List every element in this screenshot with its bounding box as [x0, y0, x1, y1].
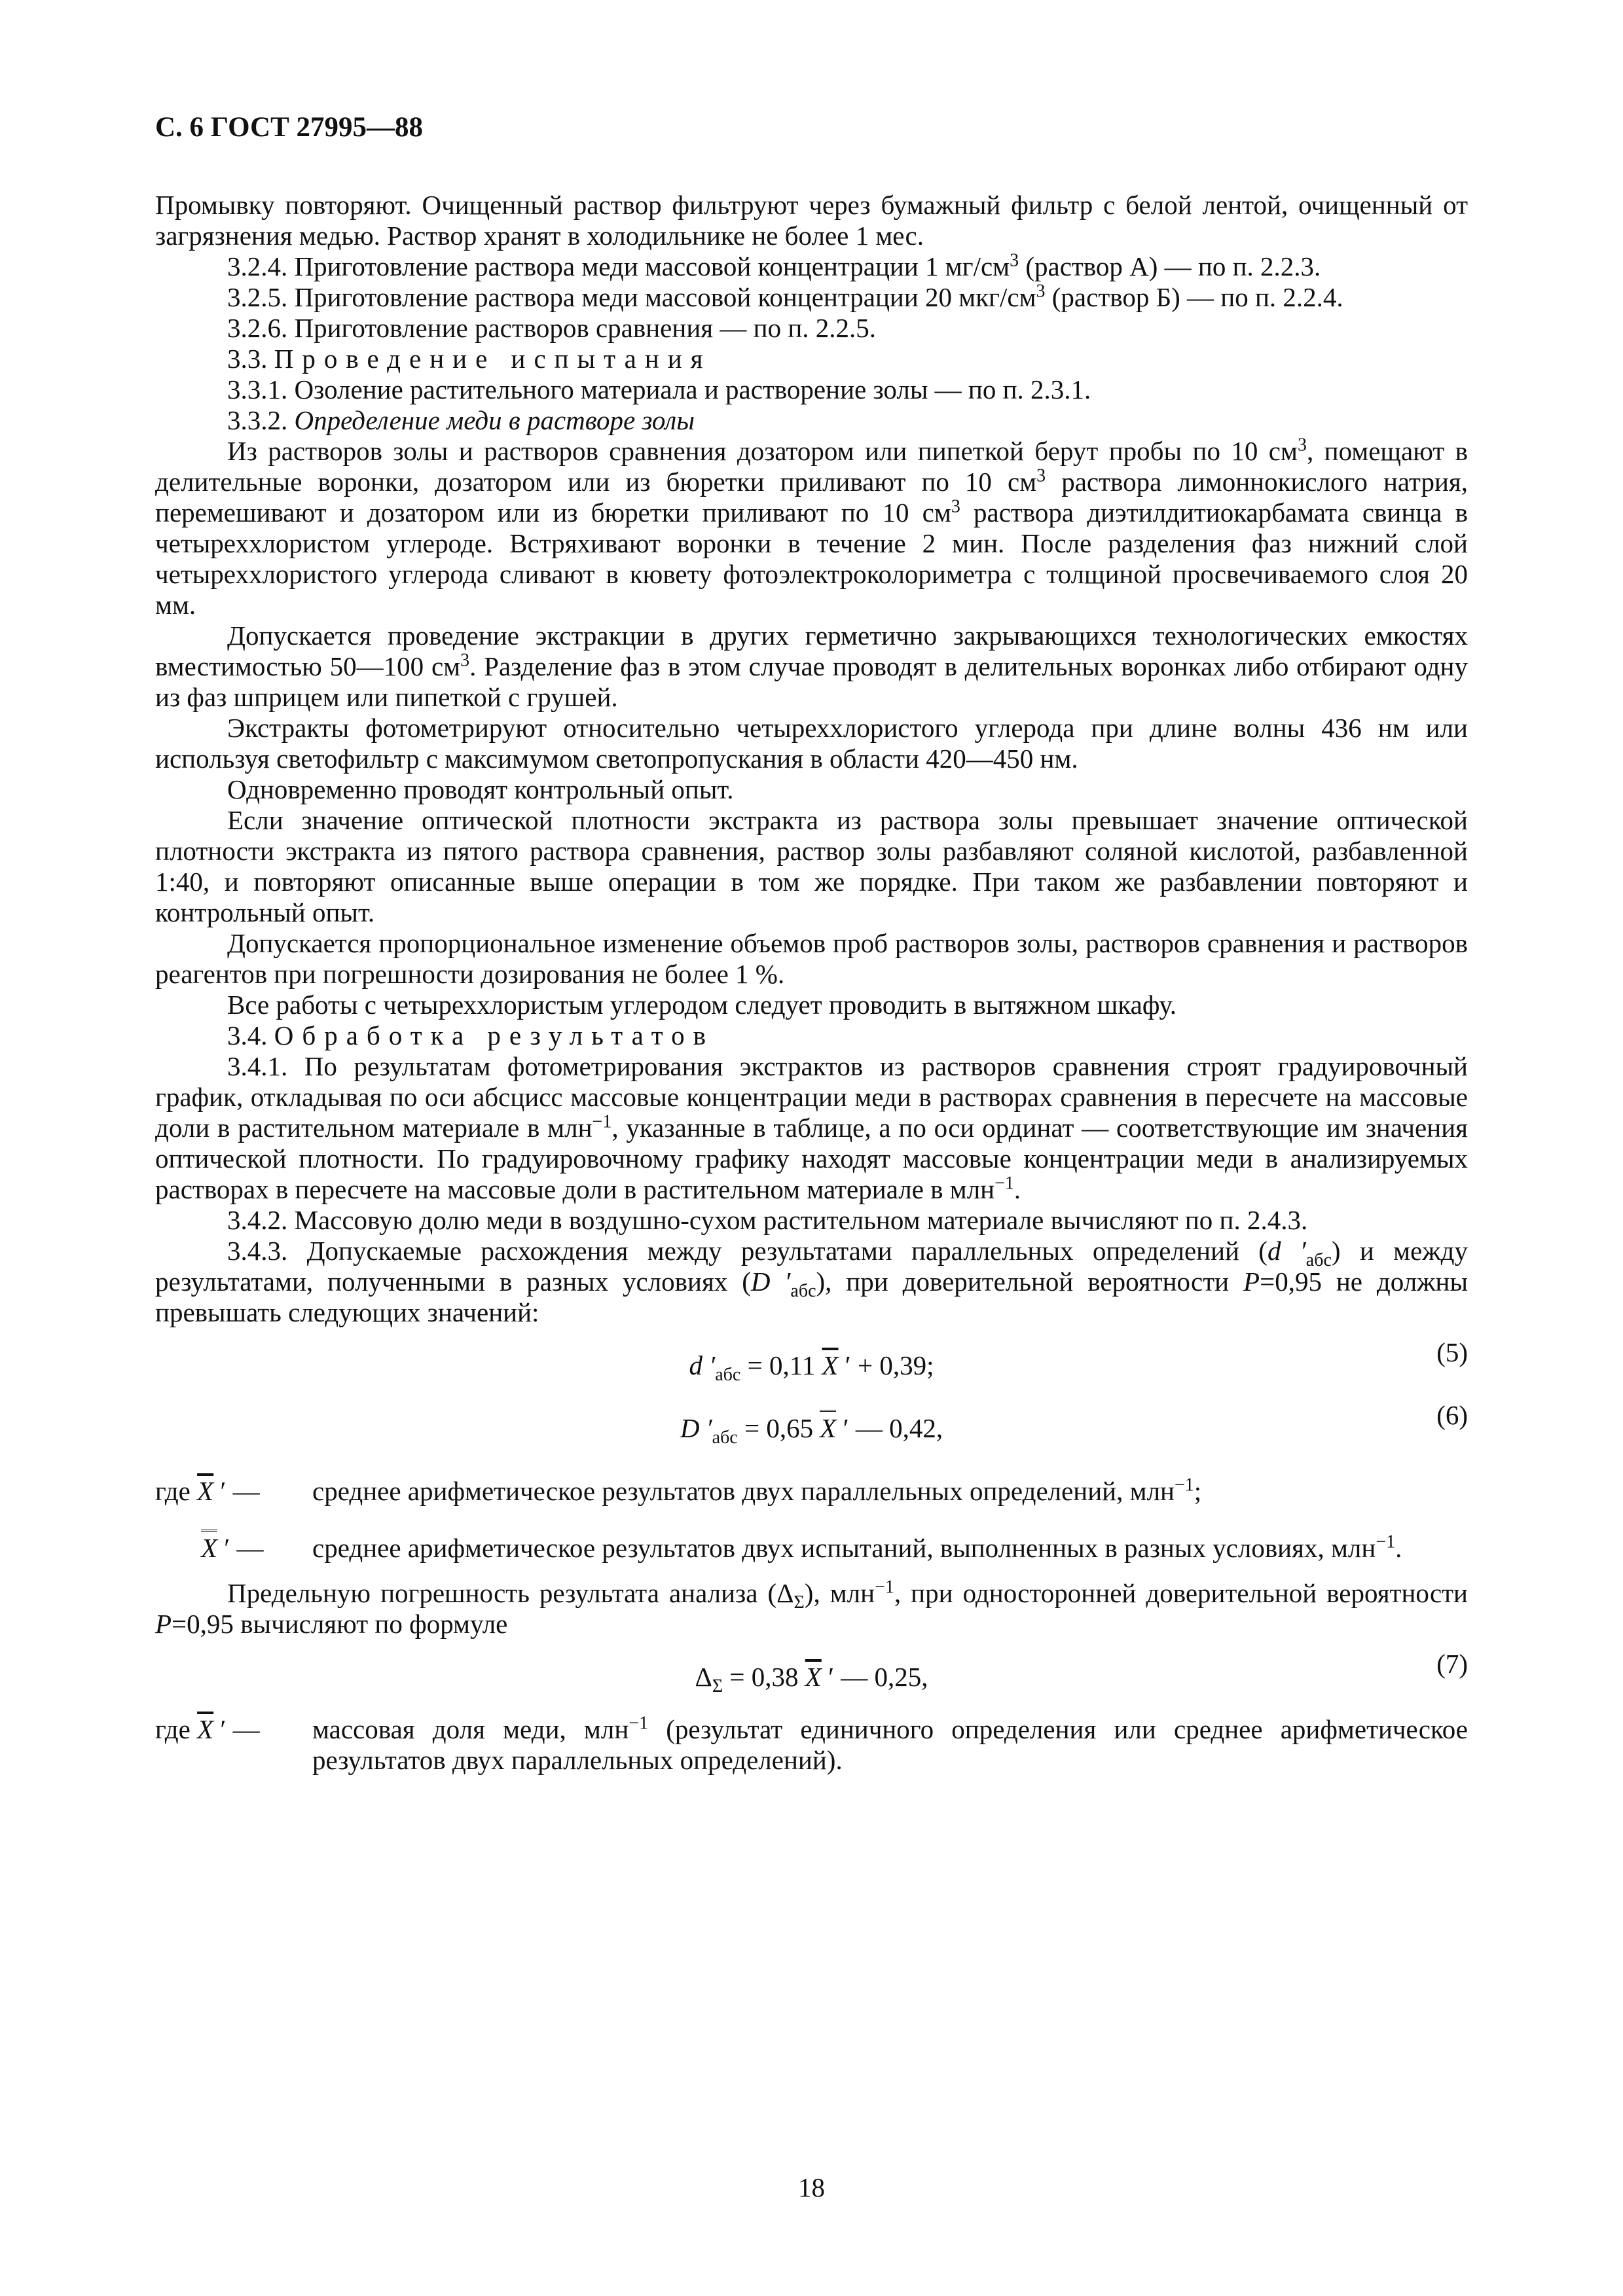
paragraph: Промывку повторяют. Очищенный раствор фильтруют через бумажный фильтр с белой лентой, очищенный от загрязнения медью. Раствор хранят в холодильнике не более 1 мес.: [155, 190, 1468, 251]
definition-x-double-bar: X ′ — среднее арифметическое результатов двух испытаний, выполненных в разных условиях, млн$^{-1}$.: [155, 1533, 1468, 1564]
page-header: С. 6 ГОСТ 27995—88: [155, 112, 424, 143]
definition-x-bar: где $\overline{X}$ ′ — среднее арифметическое результатов двух параллельных определений, млн$^{-1}$;: [155, 1475, 1202, 1506]
paragraph-3-2-4: 3.2.4. Приготовление раствора меди массовой концентрации 1 $мг/см^3$ (раствор А) — по п. 2.2.3.: [227, 250, 1321, 281]
paragraph-procedure: Из растворов золы и растворов сравнения дозатором или пипеткой берут пробы по 10 $см^3$, помещают в делительные воронки, дозатором или из бюретки приливают по 10 $см^3$ раствора лимоннокислого натрия, перемешивают и дозатором или из бюретки приливают по 10 $см^3$ раствора диэтилдитиокарбамата свинца в четыреххлористом углероде. Встряхивают воронки в течение 2 мин. После разделения фаз нижний слой четыреххлористого углерода сливают в кювету фотоэлектроколориметра с толщиной просвечиваемого слоя 20 мм.: [155, 435, 1468, 620]
paragraph-extraction: Допускается проведение экстракции в других герметично закрывающихся технологических емкостях вместимостью 50—100 $см^3$. Разделение фаз в этом случае проводят в делительных воронках либо отбирают одну из фаз шприцем или пипеткой с грушей.: [155, 620, 1468, 712]
formula-number: (7): [1436, 1649, 1468, 1679]
formula-7: $\Delta_\Sigma = 0,38$ $\overline{X}$ ′ — 0,25, (7): [695, 1649, 1468, 1697]
formula-number: (5): [1436, 1337, 1468, 1367]
paragraph-safety: Все работы с четыреххлористым углеродом следует проводить в вытяжном шкафу.: [227, 990, 1177, 1020]
section-heading-3-3: 3.3. Проведение испытания: [227, 344, 712, 374]
definition-mass-fraction: где $\overline{X}$ ′ — массовая доля меди, млн$^{-1}$ (результат единичного определения или среднее арифметическое результатов двух параллельных определений).: [155, 1713, 1468, 1775]
paragraph-volumes: Допускается пропорциональное изменение объемов проб растворов золы, растворов сравнения и растворов реагентов при погрешности дозирования не более 1 %.: [155, 928, 1468, 989]
formula-6: D $'_{абс} = 0,65$ X ′ — 0,42, (6): [680, 1400, 1468, 1448]
paragraph-3-4-2: 3.4.2. Массовую долю меди в воздушно-сухом растительном материале вычисляют по п. 2.4.3.: [227, 1205, 1308, 1235]
formula-number: (6): [1436, 1400, 1468, 1430]
paragraph-3-2-6: 3.2.6. Приготовление растворов сравнения — по п. 2.2.5.: [227, 313, 877, 343]
paragraph-3-4-3: 3.4.3. Допускаемые расхождения между результатами параллельных определений (d $'_{абс}$) и между результатами, полученными в разных условиях (D $'_{абс}$), при доверительной вероятности P=0,95 не должны превышать следующих значений:: [155, 1236, 1468, 1327]
paragraph-error: Предельную погрешность результата анализа $(\Delta_\Sigma)$, млн$^{-1}$, при односторонней доверительной вероятности P=0,95 вычисляют по формуле: [155, 1577, 1468, 1639]
paragraph-dilution: Если значение оптической плотности экстракта из раствора золы превышает значение оптической плотности экстракта из пятого раствора сравнения, раствор золы разбавляют соляной кислотой, разбавленной 1:40, и повторяют описанные выше операции в том же порядке. При таком же разбавлении повторяют и контрольный опыт.: [155, 805, 1468, 927]
subsection-heading-3-3-2: 3.3.2. Определение меди в растворе золы: [227, 405, 695, 435]
section-heading-3-4: 3.4. Обработка результатов: [227, 1020, 715, 1050]
formula-5: d $'_{абс} = 0,11$ $\overline{X}$ ′ + 0,39; (5): [689, 1337, 1468, 1386]
paragraph-photometry: Экстракты фотометрируют относительно четыреххлористого углерода при длине волны 436 нм или используя светофильтр с максимумом светопропускания в области 420—450 нм.: [155, 713, 1468, 774]
paragraph-3-3-1: 3.3.1. Озоление растительного материала и растворение золы — по п. 2.3.1.: [227, 374, 1091, 404]
paragraph-control: Одновременно проводят контрольный опыт.: [227, 774, 734, 804]
paragraph-3-2-5: 3.2.5. Приготовление раствора меди массовой концентрации 20 мкг/$см^3$ (раствор Б) — по п. 2.2.4.: [227, 281, 1343, 312]
page-number: 18: [798, 2172, 825, 2202]
paragraph-3-4-1: 3.4.1. По результатам фотометрирования экстрактов из растворов сравнения строят градуировочный график, откладывая по оси абсцисс массовые концентрации меди в растворах сравнения в пересчете на массовые доли в растительном материале в млн$^{-1}$, указанные в таблице, а по оси ординат — соответствующие им значения оптической плотности. По градуировочному графику находят массовые концентрации меди в анализируемых растворах в пересчете на массовые доли в растительном материале в млн$^{-1}$.: [155, 1051, 1468, 1204]
document-body: [155, 190, 1468, 1776]
